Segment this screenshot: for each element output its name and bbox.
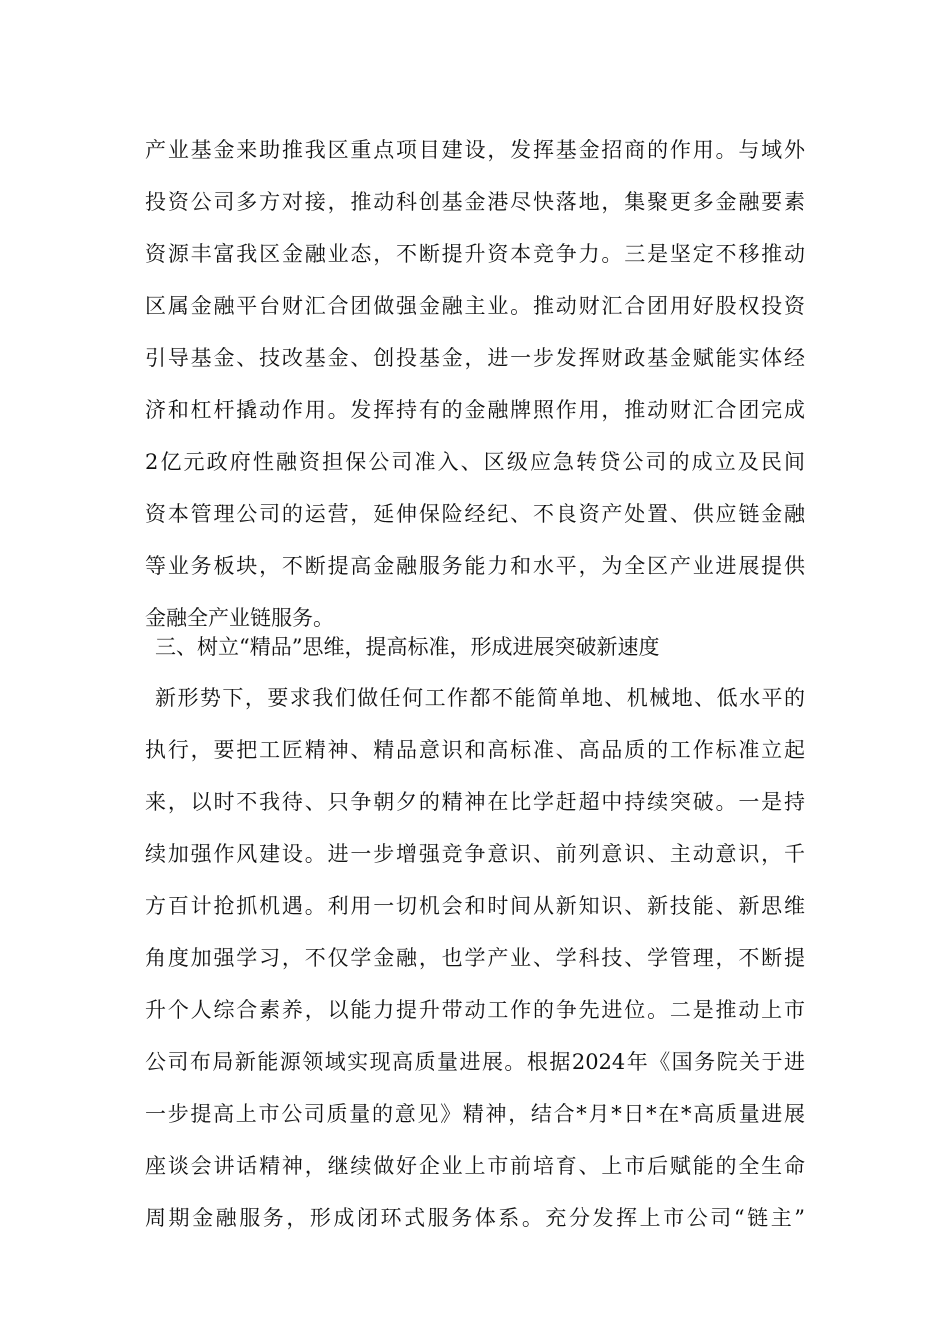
body-text-line: 执行，要把工匠精神、精品意识和高标准、高品质的工作标准立起 <box>145 738 805 762</box>
body-text-line: 新形势下，要求我们做任何工作都不能简单地、机械地、低水平的 <box>155 686 805 710</box>
section-heading: 三、树立“精品”思维，提高标准，形成进展突破新速度 <box>155 635 660 659</box>
body-text-line: 升个人综合素养，以能力提升带动工作的争先进位。二是推动上市 <box>145 998 805 1022</box>
body-text-line: 2亿元政府性融资担保公司准入、区级应急转贷公司的成立及民间 <box>145 450 805 474</box>
body-text-line: 公司布局新能源领域实现高质量进展。根据2024年《国务院关于进 <box>145 1050 805 1074</box>
body-text-line: 资本管理公司的运营，延伸保险经纪、不良资产处置、供应链金融 <box>145 502 805 526</box>
body-text-line: 产业基金来助推我区重点项目建设，发挥基金招商的作用。与域外 <box>145 138 805 162</box>
body-text-line: 投资公司多方对接，推动科创基金港尽快落地，集聚更多金融要素 <box>145 190 805 214</box>
body-text-line: 一步提高上市公司质量的意见》精神，结合*月*日*在*高质量进展 <box>145 1102 805 1126</box>
body-text-line: 方百计抢抓机遇。利用一切机会和时间从新知识、新技能、新思维 <box>145 894 805 918</box>
body-text-line: 角度加强学习，不仅学金融，也学产业、学科技、学管理，不断提 <box>145 946 805 970</box>
body-text-line: 金融全产业链服务。 <box>145 606 334 630</box>
body-text-line: 区属金融平台财汇合团做强金融主业。推动财汇合团用好股权投资 <box>145 294 805 318</box>
body-text-line: 引导基金、技改基金、创投基金，进一步发挥财政基金赋能实体经 <box>145 346 805 370</box>
body-text-line: 周期金融服务，形成闭环式服务体系。充分发挥上市公司“链主” <box>145 1206 805 1230</box>
body-text-line: 等业务板块，不断提高金融服务能力和水平，为全区产业进展提供 <box>145 554 805 578</box>
body-text-line: 来，以时不我待、只争朝夕的精神在比学赶超中持续突破。一是持 <box>145 790 805 814</box>
body-text-line: 续加强作风建设。进一步增强竞争意识、前列意识、主动意识，千 <box>145 842 805 866</box>
body-text-line: 资源丰富我区金融业态，不断提升资本竞争力。三是坚定不移推动 <box>145 242 805 266</box>
body-text-line: 济和杠杆撬动作用。发挥持有的金融牌照作用，推动财汇合团完成 <box>145 398 805 422</box>
body-text-line: 座谈会讲话精神，继续做好企业上市前培育、上市后赋能的全生命 <box>145 1154 805 1178</box>
